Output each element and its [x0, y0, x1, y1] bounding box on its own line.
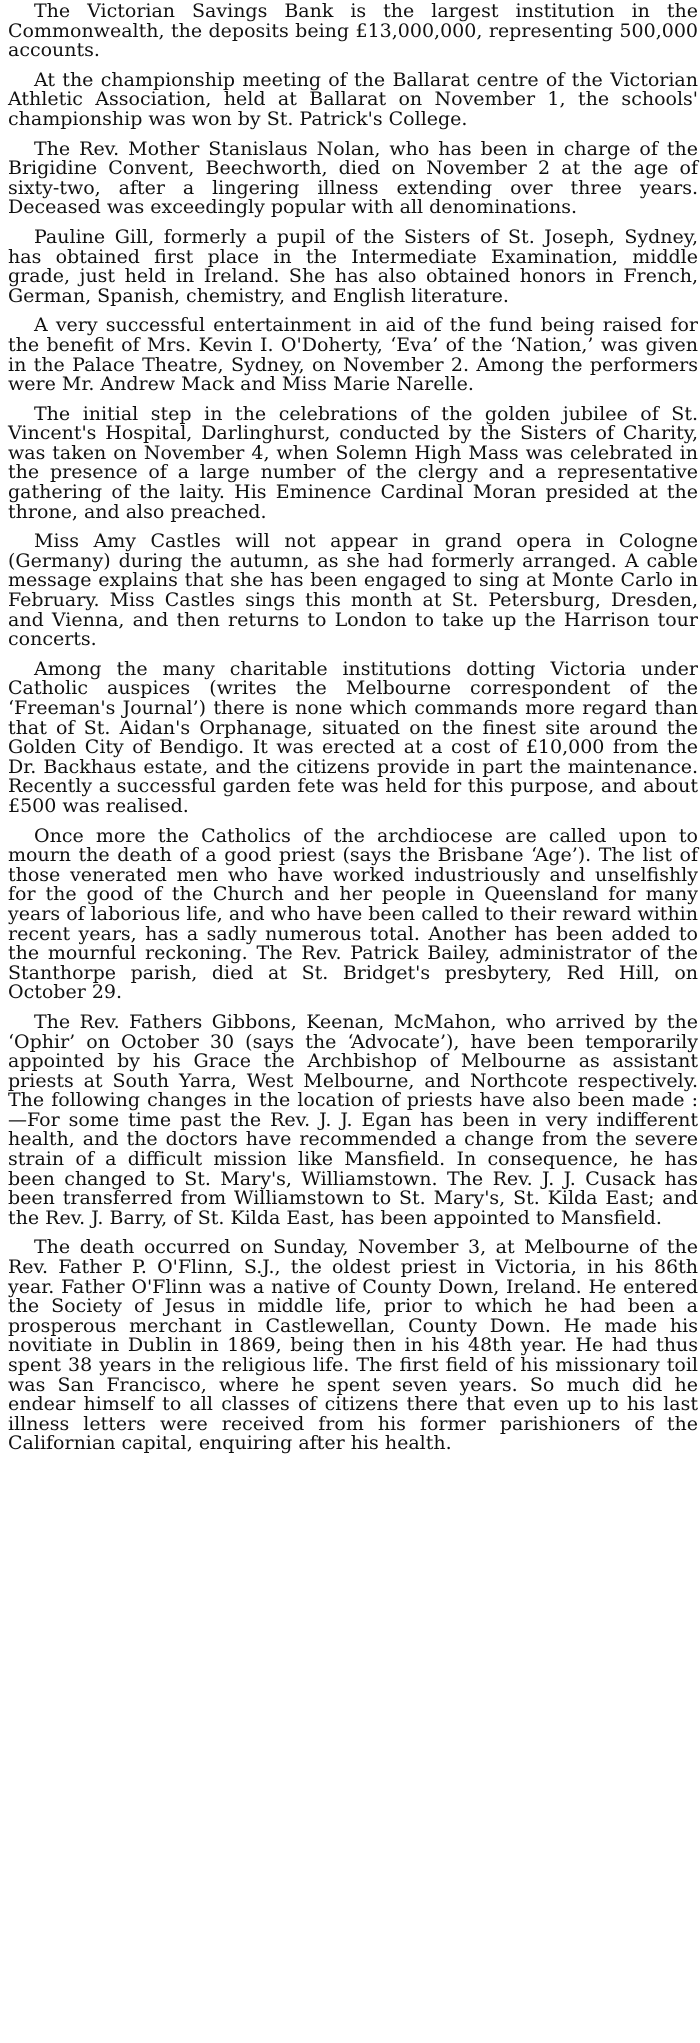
- paragraph-st-aidans-orphanage: Among the many charitable institutions dotting Victoria under Catholic auspices (writes the Melbourne correspondent of the ‘Freeman's Journal’) there is none which commands more regard than that of St. Aidan's Orphanage, situated on the finest site around the Golden City of Bendigo. It was erected at a cost of £10,000 from the Dr. Backhaus estate, and the citizens provide in part the maintenance. Recently a successful garden fete was held for this purpose, and about £500 was realised.: [8, 657, 698, 817]
- paragraph-entertainment-odoherty: A very successful entertainment in aid of the fund being raised for the benefit of Mrs. Kevin I. O'Doherty, ‘Eva’ of the ‘Nation,’ was given in the Palace Theatre, Sydney, on November 2. Among the performers were Mr. Andrew Mack and Miss Marie Narelle.: [8, 314, 698, 396]
- paragraph-pauline-gill: Pauline Gill, formerly a pupil of the Sisters of St. Joseph, Sydney, has obtained first place in the Intermediate Examination, middle grade, just held in Ireland. She has also obtained honors in French, German, Spanish, chemistry, and English literature.: [8, 225, 698, 307]
- paragraph-amy-castles: Miss Amy Castles will not appear in grand opera in Cologne (Germany) during the autumn, as she had formerly arranged. A cable message explains that she has been engaged to sing at Monte Carlo in February. Miss Castles sings this month at St. Petersburg, Dresden, and Vienna, and then returns to London to take up the Harrison tour concerts.: [8, 530, 698, 651]
- newspaper-column: [8, 2, 698, 1454]
- paragraph-priest-appointments: The Rev. Fathers Gibbons, Keenan, McMahon, who arrived by the ‘Ophir’ on October 30 (says the ‘Advocate’), have been temporarily appointed by his Grace the Archbishop of Melbourne as assistant priests at South Yarra, West Melbourne, and Northcote respectively. The following changes in the location of priests have also been made :—For some time past the Rev. J. J. Egan has been in very indifferent health, and the doctors have recommended a change from the severe strain of a difficult mission like Mansfield. In consequence, he has been changed to St. Mary's, Williamstown. The Rev. J. J. Cusack has been transferred from Williamstown to St. Mary's, St. Kilda East; and the Rev. J. Barry, of St. Kilda East, has been appointed to Mansfield.: [8, 1010, 698, 1229]
- paragraph-mother-nolan: The Rev. Mother Stanislaus Nolan, who has been in charge of the Brigidine Convent, Beechworth, died on November 2 at the age of sixty-two, after a lingering illness extending over three years. Deceased was exceedingly popular with all denominations.: [8, 137, 698, 219]
- paragraph-rev-patrick-bailey: Once more the Catholics of the archdiocese are called upon to mourn the death of a good priest (says the Brisbane ‘Age’). The list of those venerated men who have worked industriously and unselfishly for the good of the Church and her people in Queensland for many years of laborious life, and who have been called to their reward within recent years, has a sadly numerous total. Another has been added to the mournful reckoning. The Rev. Patrick Bailey, administrator of the Stanthorpe parish, died at St. Bridget's presbytery, Red Hill, on October 29.: [8, 824, 698, 1004]
- paragraph-father-oflinn: The death occurred on Sunday, November 3, at Melbourne of the Rev. Father P. O'Flinn, S.J., the oldest priest in Victoria, in his 86th year. Father O'Flinn was a native of County Down, Ireland. He entered the Society of Jesus in middle life, prior to which he had been a prosperous merchant in Castlewellan, County Down. He made his novitiate in Dublin in 1869, being then in his 48th year. He had thus spent 38 years in the religious life. The first field of his missionary toil was San Francisco, where he spent seven years. So much did he endear himself to all classes of citizens there that even up to his last illness letters were received from his former parishioners of the Californian capital, enquiring after his health.: [8, 1236, 698, 1455]
- paragraph-st-vincents-jubilee: The initial step in the celebrations of the golden jubilee of St. Vincent's Hospital, Darlinghurst, conducted by the Sisters of Charity, was taken on November 4, when Solemn High Mass was celebrated in the presence of a large number of the clergy and a representative gathering of the laity. His Eminence Cardinal Moran presided at the throne, and also preached.: [8, 402, 698, 523]
- paragraph-savings-bank: The Victorian Savings Bank is the largest institution in the Commonwealth, the deposits being £13,000,000, representing 500,000 accounts.: [8, 0, 698, 62]
- paragraph-ballarat-championship: At the championship meeting of the Ballarat centre of the Victorian Athletic Association, held at Ballarat on November 1, the schools' championship was won by St. Patrick's College.: [8, 68, 698, 130]
